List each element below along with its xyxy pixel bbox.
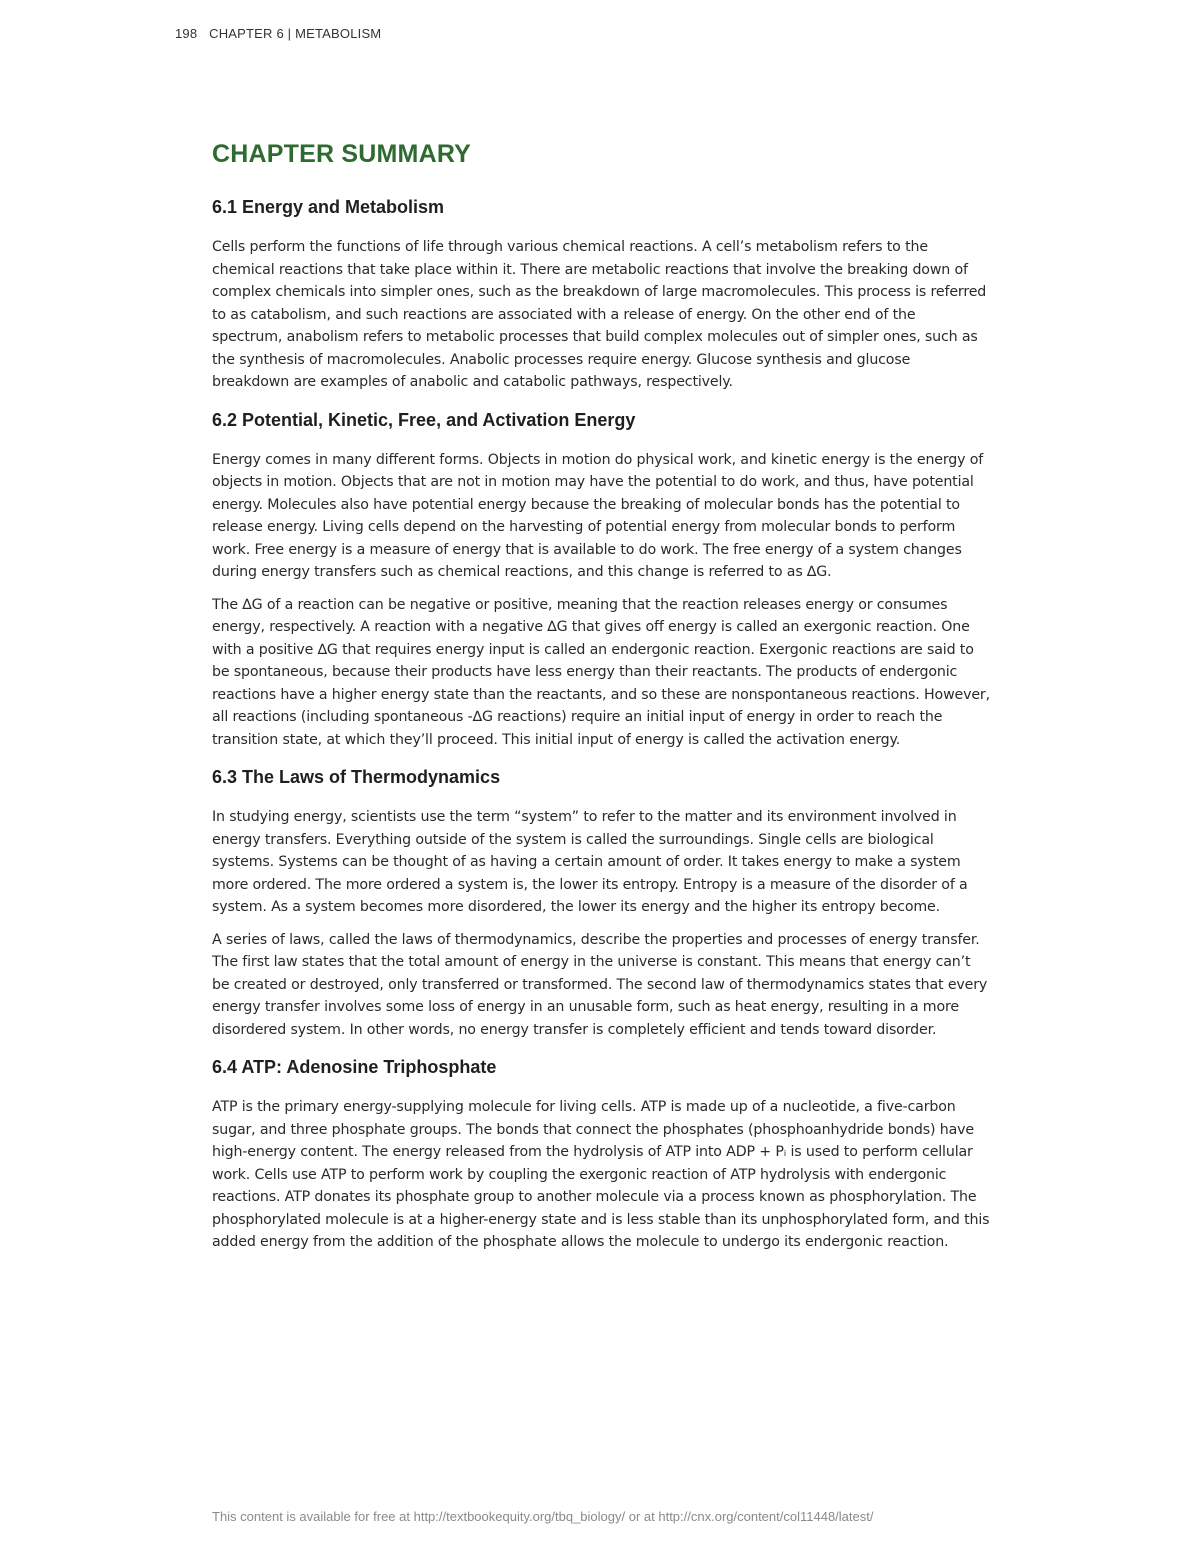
paragraph: Energy comes in many different forms. Objects in motion do physical work, and kinetic energy is the energy of objects in motion. Objects that are not in motion may have the potential to do work, and thus, have potential energy. Molecules also have potential energy because the breaking of molecular bonds has the potential to release energy. Living cells depend on the harvesting of potential energy from molecular bonds to perform work. Free energy is a measure of energy that is available to do work. The free energy of a system changes during energy transfers such as chemical reactions, and this change is referred to as ∆G. [212, 451, 984, 580]
availability-footer: This content is available for free at http://textbookequity.org/tbq_biology/ or at http://cnx.org/content/col11448/latest/ [212, 1509, 874, 1524]
section-atp [212, 1057, 990, 1254]
paragraph: Cells perform the functions of life through various chemical reactions. A cell’s metabolism refers to the chemical reactions that take place within it. There are metabolic reactions that involve the breaking down of complex chemicals into simpler ones, such as the breakdown of large macromolecules. This process is referred to as catabolism, and such reactions are associated with a release of energy. On the other end of the spectrum, anabolism refers to metabolic processes that build complex molecules out of simpler ones, such as the synthesis of macromolecules. Anabolic processes require energy. Glucose synthesis and glucose breakdown are examples of anabolic and catabolic pathways, respectively. [212, 239, 987, 390]
paragraph: A series of laws, called the laws of thermodynamics, describe the properties and processes of energy transfer. The first law states that the total amount of energy in the universe is constant. This means that energy can’t be created or destroyed, only transferred or transformed. The second law of thermodynamics states that every energy transfer involves some loss of energy in an unusable form, such as heat energy, resulting in a more disordered system. In other words, no energy transfer is completely efficient and tends toward disorder. [212, 931, 988, 1038]
page-number: 198 [175, 26, 198, 41]
paragraph: ATP is the primary energy-supplying molecule for living cells. ATP is made up of a nucleotide, a five-carbon sugar, and three phosphate groups. The bonds that connect the phosphates (phosphoanhydride bonds) have high-energy content. The energy released from the hydrolysis of ATP into ADP + Pᵢ is used to perform cellular work. Cells use ATP to perform work by coupling the exergonic reaction of ATP hydrolysis with endergonic reactions. ATP donates its phosphate group to another molecule via a process known as phosphorylation. The phosphorylated molecule is at a higher-energy state and is less stable than its unphosphorylated form, and this added energy from the addition of the phosphate allows the molecule to undergo its endergonic reaction. [212, 1099, 990, 1250]
running-header [175, 26, 381, 41]
paragraph: In studying energy, scientists use the term “system” to refer to the matter and its environment involved in energy transfers. Everything outside of the system is called the surroundings. Single cells are biological systems. Systems can be thought of as having a certain amount of order. It takes energy to make a system more ordered. The more ordered a system is, the lower its entropy. Entropy is a measure of the disorder of a system. As a system becomes more disordered, the lower its energy and the higher its entropy become. [212, 809, 968, 915]
paragraph: The ∆G of a reaction can be negative or positive, meaning that the reaction releases energy or consumes energy, respectively. A reaction with a negative ∆G that gives off energy is called an exergonic reaction. One with a positive ∆G that requires energy input is called an endergonic reaction. Exergonic reactions are said to be spontaneous, because their products have less energy than their reactants. The products of endergonic reactions have a higher energy state than the reactants, and so these are nonspontaneous reactions. However, all reactions (including spontaneous -∆G reactions) require an initial input of energy in order to reach the transition state, at which they’ll proceed. This initial input of energy is called the activation energy. [212, 596, 990, 748]
section-activation-energy [212, 410, 990, 752]
running-title: CHAPTER 6 | METABOLISM [209, 26, 382, 41]
section-thermodynamics [212, 767, 990, 1041]
section-energy-metabolism [212, 197, 990, 394]
section-heading: 6.1 Energy and Metabolism [212, 197, 445, 217]
page-content [212, 140, 990, 1264]
section-heading: 6.4 ATP: Adenosine Triphosphate [212, 1057, 497, 1077]
section-heading: 6.2 Potential, Kinetic, Free, and Activation Energy [212, 409, 636, 430]
chapter-title: CHAPTER SUMMARY [212, 140, 472, 168]
section-heading: 6.3 The Laws of Thermodynamics [212, 767, 501, 787]
